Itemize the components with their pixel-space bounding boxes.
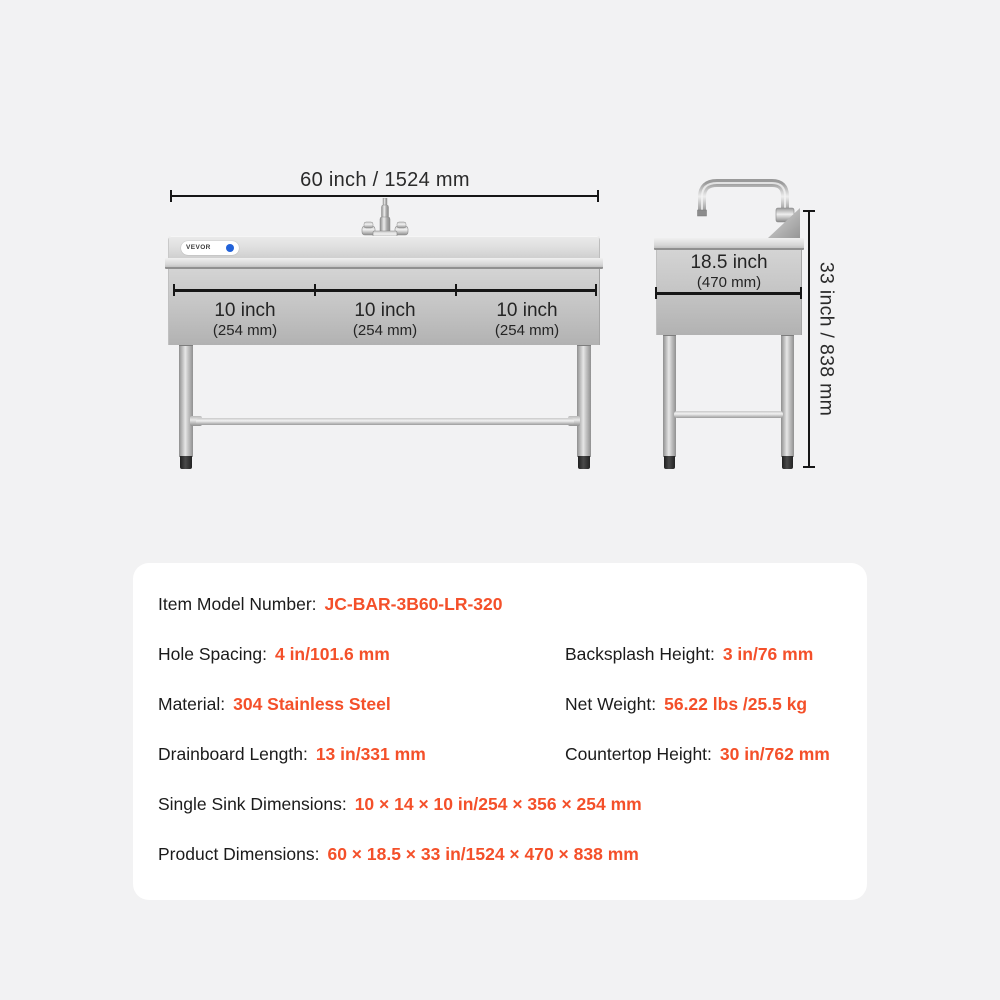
- spec-value: 56.22 lbs /25.5 kg: [664, 694, 808, 714]
- vevor-logo-text: VEVOR: [186, 243, 211, 251]
- spec-label: Product Dimensions:: [158, 844, 320, 864]
- spec-value: 13 in/331 mm: [315, 744, 426, 764]
- compartment-3-label: 10 inch (254 mm): [494, 300, 560, 339]
- spec-label: Single Sink Dimensions:: [158, 794, 347, 814]
- side-countertop-rim: [654, 238, 804, 250]
- spec-value: JC-BAR-3B60-LR-320: [324, 594, 503, 614]
- spec-panel: [133, 563, 867, 900]
- height-dimension-label: 33 inch / 838 mm: [815, 261, 838, 417]
- spec-product-dimensions: [158, 843, 639, 865]
- spec-value: 60 × 18.5 × 33 in/1524 × 470 × 838 mm: [327, 844, 639, 864]
- spec-label: Hole Spacing:: [158, 644, 267, 664]
- spec-value: 4 in/101.6 mm: [274, 644, 390, 664]
- spec-item-model-number: [158, 593, 503, 615]
- spec-material: [158, 693, 391, 715]
- spec-value: 10 × 14 × 10 in/254 × 356 × 254 mm: [354, 794, 642, 814]
- spec-single-sink-dimensions: [158, 793, 642, 815]
- side-depth-dimension-line: [655, 292, 802, 295]
- faucet-side-icon: [688, 172, 803, 238]
- compartment-2-label: 10 inch (254 mm): [352, 300, 418, 339]
- spec-label: Drainboard Length:: [158, 744, 308, 764]
- spec-label: Countertop Height:: [565, 744, 712, 764]
- spec-value: 304 Stainless Steel: [233, 694, 391, 714]
- spec-label: Item Model Number:: [158, 594, 317, 614]
- spec-hole-spacing: [158, 643, 390, 665]
- spec-label: Material:: [158, 694, 226, 714]
- side-right-leg: [781, 335, 794, 457]
- spec-countertop-height: [565, 743, 830, 765]
- spec-net-weight: [565, 693, 807, 715]
- spec-backsplash-height: [565, 643, 813, 665]
- spec-drainboard-length: [158, 743, 426, 765]
- side-left-foot: [664, 456, 675, 469]
- spec-label: Backsplash Height:: [565, 644, 715, 664]
- side-depth-label: 18.5 inch (470 mm): [690, 252, 768, 291]
- spec-value: 30 in/762 mm: [719, 744, 830, 764]
- side-crossbar: [674, 411, 783, 418]
- spec-value: 3 in/76 mm: [722, 644, 814, 664]
- spec-label: Net Weight:: [565, 694, 657, 714]
- side-left-leg: [663, 335, 676, 457]
- height-dimension-line: [808, 210, 810, 468]
- front-width-dimension-label: 60 inch / 1524 mm: [300, 169, 470, 191]
- side-right-foot: [782, 456, 793, 469]
- compartment-1-label: 10 inch (254 mm): [212, 300, 278, 339]
